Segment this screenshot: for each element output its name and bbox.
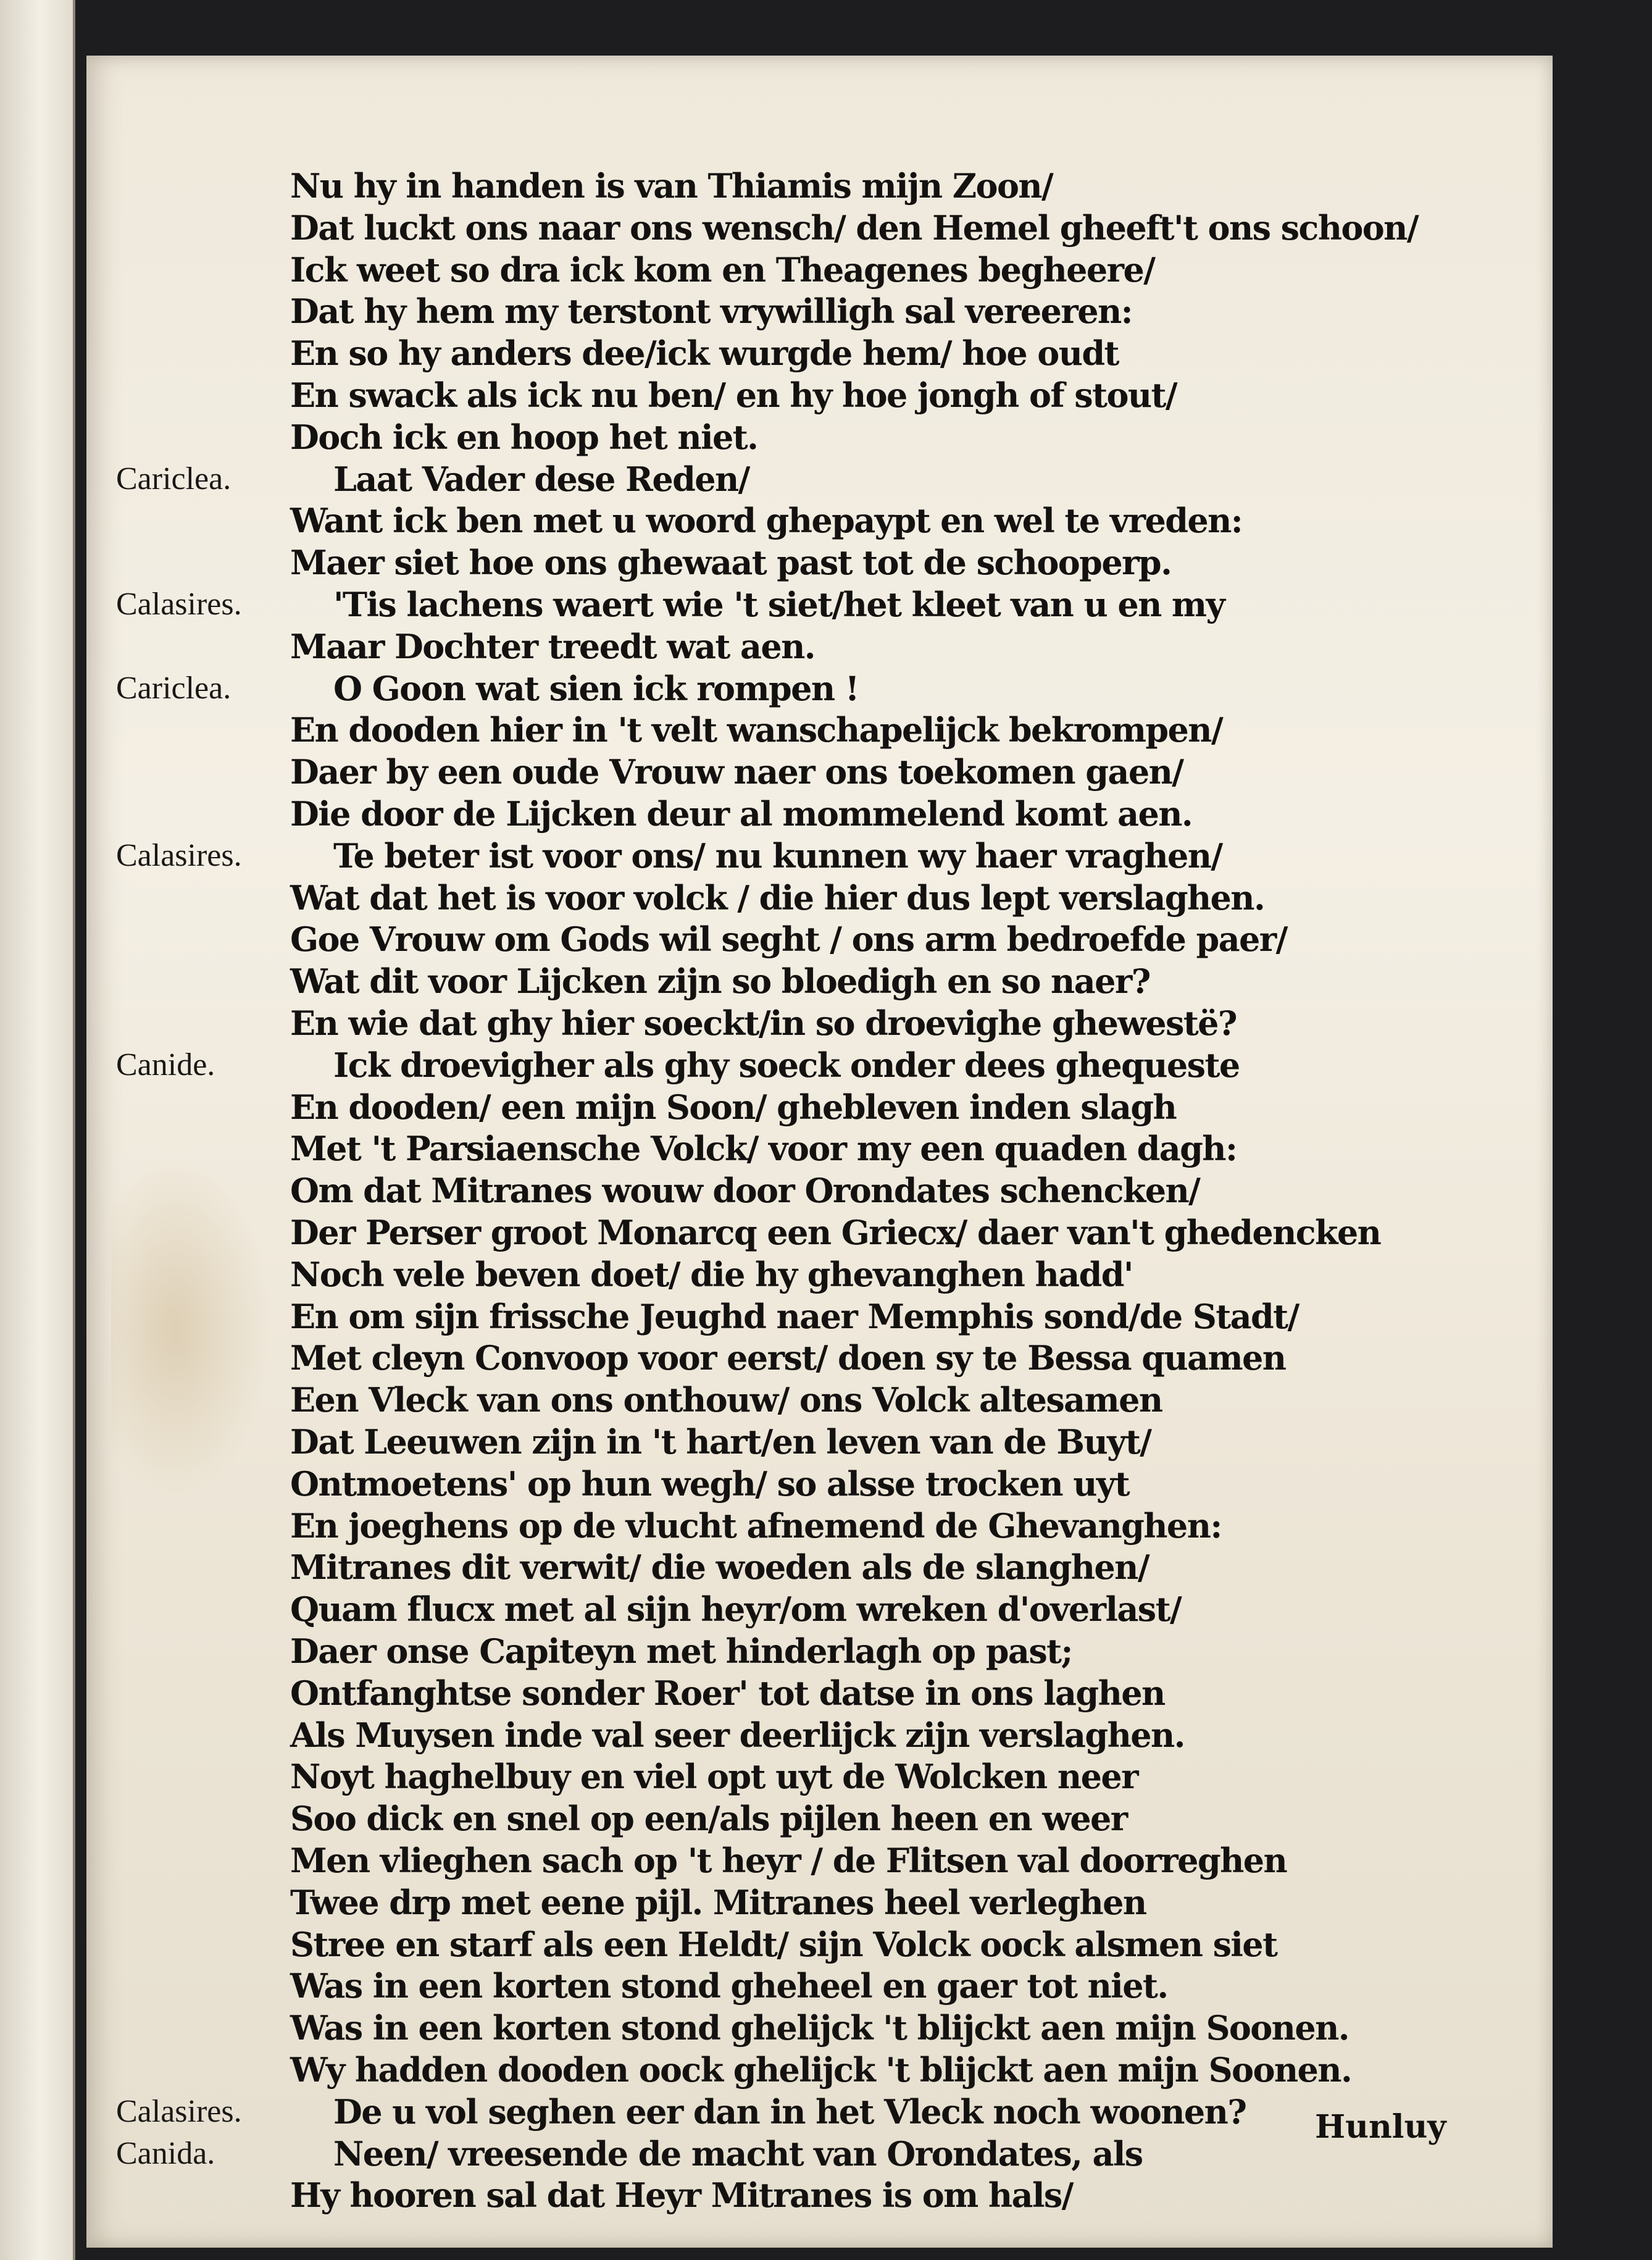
verse-line: Wat dat het is voor volck / die hier dus lept verslaghen. [290,878,1265,918]
verse-line: En om sijn frissche Jeughd naer Memphis sond/de Stadt/ [290,1297,1299,1336]
verse-line: Was in een korten stond ghelijck 't blijckt aen mijn Soonen. [290,2008,1349,2048]
verse-line: Ick weet so dra ick kom en Theagenes begheere/ [290,250,1155,290]
verse-line: Stree en starf als een Heldt/ sijn Volck oock alsmen siet [290,1925,1277,1964]
speaker-label: Calasires. [116,587,242,622]
verse-line: Dat luckt ons naar ons wensch/ den Hemel gheeft't ons schoon/ [290,208,1418,248]
verse-line: Een Vleck van ons onthouw/ ons Volck altesamen [290,1380,1162,1420]
verse-line: Te beter ist voor ons/ nu kunnen wy haer vraghen/ [333,836,1222,876]
verse-line: Doch ick en hoop het niet. [290,417,758,457]
verse-line: Ontfanghtse sonder Roer' tot datse in ons laghen [290,1673,1165,1713]
verse-line: Als Muysen inde val seer deerlijck zijn verslaghen. [290,1715,1185,1755]
verse-line: 'Tis lachens waert wie 't siet/het kleet van u en my [333,585,1225,624]
verse-line: Laat Vader dese Reden/ [333,459,749,499]
verse-line: De u vol seghen eer dan in het Vleck noch woonen? [333,2092,1246,2132]
verse-line: Soo dick en snel op een/als pijlen heen en weer [290,1799,1127,1838]
verse-line: Ontmoetens' op hun wegh/ so alsse trocken uyt [290,1464,1129,1504]
verse-line: Met 't Parsiaensche Volck/ voor my een quaden dagh: [290,1129,1237,1168]
verse-line: En wie dat ghy hier soeckt/in so droevighe ghewestë? [290,1003,1237,1043]
speaker-label: Calasires. [116,2094,242,2129]
verse-line: Nu hy in handen is van Thiamis mijn Zoon/ [290,166,1053,206]
verse-line: En dooden/ een mijn Soon/ ghebleven inden slagh [290,1087,1177,1127]
verse-line: En swack als ick nu ben/ en hy hoe jongh of stout/ [290,375,1177,415]
verse-line: Hy hooren sal dat Heyr Mitranes is om hals/ [290,2175,1073,2215]
verse-line: Twee drp met eene pijl. Mitranes heel verleghen [290,1883,1146,1922]
verse-line: Neen/ vreesende de macht van Orondates, als [333,2134,1143,2174]
verse-line: O Goon wat sien ick rompen ! [333,669,859,708]
speaker-label: Canida. [116,2136,215,2171]
verse-line: Daer by een oude Vrouw naer ons toekomen gaen/ [290,752,1183,792]
verse-line: Maer siet hoe ons ghewaat past tot de schooperp. [290,543,1172,582]
verse-line: Goe Vrouw om Gods wil seght / ons arm bedroefde paer/ [290,919,1287,959]
verse-line: Mitranes dit verwit/ die woeden als de slanghen/ [290,1547,1149,1587]
speaker-label: Canide. [116,1047,215,1082]
verse-line: Maar Dochter treedt wat aen. [290,627,815,666]
verse-line: Quam flucx met al sijn heyr/om wreken d'overlast/ [290,1589,1182,1629]
verse-line: En dooden hier in 't velt wanschapelijck bekrompen/ [290,710,1223,750]
verse-line: Die door de Lijcken deur al mommelend komt aen. [290,794,1193,834]
verse-line: Wat dit voor Lijcken zijn so bloedigh en so naer? [290,961,1150,1001]
verse-line: Ick droevigher als ghy soeck onder dees ghequeste [333,1045,1240,1085]
verse-line: Noyt haghelbuy en viel opt uyt de Wolcken neer [290,1757,1138,1796]
verse-line: Om dat Mitranes wouw door Orondates schencken/ [290,1171,1200,1210]
verse-line: Men vlieghen sach op 't heyr / de Flitsen val doorreghen [290,1841,1287,1880]
speaker-label: Cariclea. [116,671,232,706]
speaker-label: Calasires. [116,838,242,873]
verse-line: Want ick ben met u woord ghepaypt en wel te vreden: [290,501,1243,540]
verse-line: Dat hy hem my terstont vrywilligh sal vereeren: [290,291,1132,331]
verse-line: Noch vele beven doet/ die hy ghevanghen hadd' [290,1255,1133,1294]
verse-line: En joeghens op de vlucht afnemend de Ghevanghen: [290,1506,1222,1546]
verse-line: Daer onse Capiteyn met hinderlagh op past; [290,1631,1072,1671]
verse-line: Met cleyn Convoop voor eerst/ doen sy te Bessa quamen [290,1338,1286,1378]
catchword: Hunluy [1315,2108,1446,2146]
verse-line: Dat Leeuwen zijn in 't hart/en leven van de Buyt/ [290,1422,1151,1462]
speaker-label: Cariclea. [116,461,232,496]
verse-line: En so hy anders dee/ick wurgde hem/ hoe oudt [290,333,1119,373]
verse-line: Was in een korten stond gheheel en gaer tot niet. [290,1966,1168,2006]
verse-line: Der Perser groot Monarcq een Griecx/ daer van't ghedencken [290,1213,1381,1252]
verse-line: Wy hadden dooden oock ghelijck 't blijckt aen mijn Soonen. [290,2050,1352,2090]
